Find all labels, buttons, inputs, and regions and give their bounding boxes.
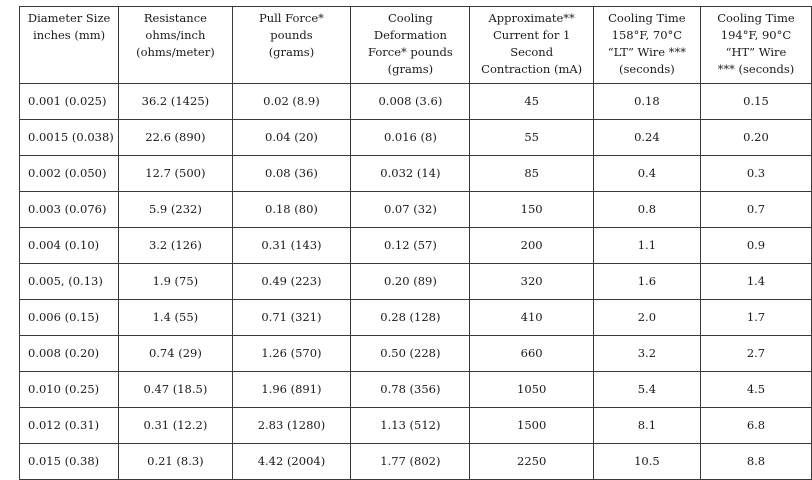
- cell-cooling-time-ht: 0.7: [700, 192, 811, 228]
- cell-pull-force: 0.04 (20): [232, 120, 351, 156]
- cell-cooling-deformation-force: 0.016 (8): [351, 120, 470, 156]
- cell-cooling-time-lt: 0.4: [593, 156, 700, 192]
- table-row: [20, 120, 812, 156]
- cell-cooling-time-lt: 3.2: [593, 336, 700, 372]
- header-cooling-time-ht: Cooling Time 194°F, 90°C “HT” Wire *** (seconds): [700, 7, 811, 84]
- cell-pull-force: 2.83 (1280): [232, 408, 351, 444]
- cell-approximate-current: 1050: [470, 372, 593, 408]
- cell-cooling-deformation-force: 0.12 (57): [351, 228, 470, 264]
- cell-approximate-current: 660: [470, 336, 593, 372]
- header-pull-force: Pull Force* pounds (grams): [232, 7, 351, 84]
- cell-approximate-current: 320: [470, 264, 593, 300]
- cell-diameter-size: 0.0015 (0.038): [20, 120, 119, 156]
- cell-resistance: 5.9 (232): [119, 192, 232, 228]
- cell-pull-force: 1.96 (891): [232, 372, 351, 408]
- cell-diameter-size: 0.003 (0.076): [20, 192, 119, 228]
- cell-cooling-time-ht: 6.8: [700, 408, 811, 444]
- cell-pull-force: 4.42 (2004): [232, 444, 351, 480]
- header-resistance: Resistance ohms/inch (ohms/meter): [119, 7, 232, 84]
- cell-resistance: 0.47 (18.5): [119, 372, 232, 408]
- cell-approximate-current: 45: [470, 84, 593, 120]
- table-row: [20, 192, 812, 228]
- cell-resistance: 0.31 (12.2): [119, 408, 232, 444]
- table-row: [20, 408, 812, 444]
- header-row: [20, 7, 812, 84]
- cell-cooling-time-lt: 5.4: [593, 372, 700, 408]
- header-cooling-time-lt: Cooling Time 158°F, 70°C “LT” Wire *** (seconds): [593, 7, 700, 84]
- wire-properties-table: [19, 6, 812, 480]
- table-body: [20, 84, 812, 480]
- cell-resistance: 22.6 (890): [119, 120, 232, 156]
- cell-cooling-deformation-force: 0.78 (356): [351, 372, 470, 408]
- cell-cooling-deformation-force: 0.032 (14): [351, 156, 470, 192]
- cell-cooling-time-lt: 0.8: [593, 192, 700, 228]
- cell-cooling-time-ht: 0.3: [700, 156, 811, 192]
- cell-cooling-time-ht: 0.9: [700, 228, 811, 264]
- cell-cooling-time-lt: 2.0: [593, 300, 700, 336]
- cell-approximate-current: 200: [470, 228, 593, 264]
- cell-pull-force: 1.26 (570): [232, 336, 351, 372]
- cell-cooling-deformation-force: 0.008 (3.6): [351, 84, 470, 120]
- cell-cooling-time-lt: 1.1: [593, 228, 700, 264]
- cell-cooling-time-lt: 10.5: [593, 444, 700, 480]
- cell-diameter-size: 0.012 (0.31): [20, 408, 119, 444]
- cell-diameter-size: 0.008 (0.20): [20, 336, 119, 372]
- cell-pull-force: 0.18 (80): [232, 192, 351, 228]
- cell-approximate-current: 85: [470, 156, 593, 192]
- cell-cooling-deformation-force: 0.28 (128): [351, 300, 470, 336]
- cell-diameter-size: 0.010 (0.25): [20, 372, 119, 408]
- cell-diameter-size: 0.006 (0.15): [20, 300, 119, 336]
- cell-cooling-time-ht: 1.4: [700, 264, 811, 300]
- cell-cooling-time-ht: 1.7: [700, 300, 811, 336]
- cell-cooling-time-lt: 0.18: [593, 84, 700, 120]
- cell-resistance: 36.2 (1425): [119, 84, 232, 120]
- cell-cooling-deformation-force: 1.13 (512): [351, 408, 470, 444]
- cell-diameter-size: 0.015 (0.38): [20, 444, 119, 480]
- cell-pull-force: 0.31 (143): [232, 228, 351, 264]
- cell-resistance: 0.74 (29): [119, 336, 232, 372]
- table-row: [20, 264, 812, 300]
- cell-resistance: 3.2 (126): [119, 228, 232, 264]
- header-cooling-deformation-force: Cooling Deformation Force* pounds (grams): [351, 7, 470, 84]
- table-row: [20, 156, 812, 192]
- cell-diameter-size: 0.004 (0.10): [20, 228, 119, 264]
- cell-cooling-time-lt: 1.6: [593, 264, 700, 300]
- cell-pull-force: 0.71 (321): [232, 300, 351, 336]
- cell-approximate-current: 55: [470, 120, 593, 156]
- cell-resistance: 1.9 (75): [119, 264, 232, 300]
- cell-cooling-time-ht: 0.20: [700, 120, 811, 156]
- table-row: [20, 300, 812, 336]
- cell-approximate-current: 150: [470, 192, 593, 228]
- cell-resistance: 1.4 (55): [119, 300, 232, 336]
- cell-approximate-current: 1500: [470, 408, 593, 444]
- cell-cooling-time-ht: 4.5: [700, 372, 811, 408]
- cell-resistance: 12.7 (500): [119, 156, 232, 192]
- cell-cooling-deformation-force: 0.07 (32): [351, 192, 470, 228]
- cell-cooling-time-lt: 8.1: [593, 408, 700, 444]
- table-row: [20, 228, 812, 264]
- header-diameter-size: Diameter Size inches (mm): [20, 7, 119, 84]
- table-row: [20, 336, 812, 372]
- cell-approximate-current: 2250: [470, 444, 593, 480]
- cell-cooling-deformation-force: 0.50 (228): [351, 336, 470, 372]
- cell-cooling-time-ht: 8.8: [700, 444, 811, 480]
- cell-pull-force: 0.02 (8.9): [232, 84, 351, 120]
- cell-pull-force: 0.49 (223): [232, 264, 351, 300]
- cell-resistance: 0.21 (8.3): [119, 444, 232, 480]
- table-row: [20, 444, 812, 480]
- cell-diameter-size: 0.005, (0.13): [20, 264, 119, 300]
- cell-cooling-time-ht: 2.7: [700, 336, 811, 372]
- cell-pull-force: 0.08 (36): [232, 156, 351, 192]
- cell-diameter-size: 0.001 (0.025): [20, 84, 119, 120]
- cell-approximate-current: 410: [470, 300, 593, 336]
- table-row: [20, 84, 812, 120]
- header-approximate-current: Approximate** Current for 1 Second Contraction (mA): [470, 7, 593, 84]
- table-row: [20, 372, 812, 408]
- cell-cooling-time-ht: 0.15: [700, 84, 811, 120]
- cell-cooling-deformation-force: 0.20 (89): [351, 264, 470, 300]
- cell-diameter-size: 0.002 (0.050): [20, 156, 119, 192]
- cell-cooling-time-lt: 0.24: [593, 120, 700, 156]
- cell-cooling-deformation-force: 1.77 (802): [351, 444, 470, 480]
